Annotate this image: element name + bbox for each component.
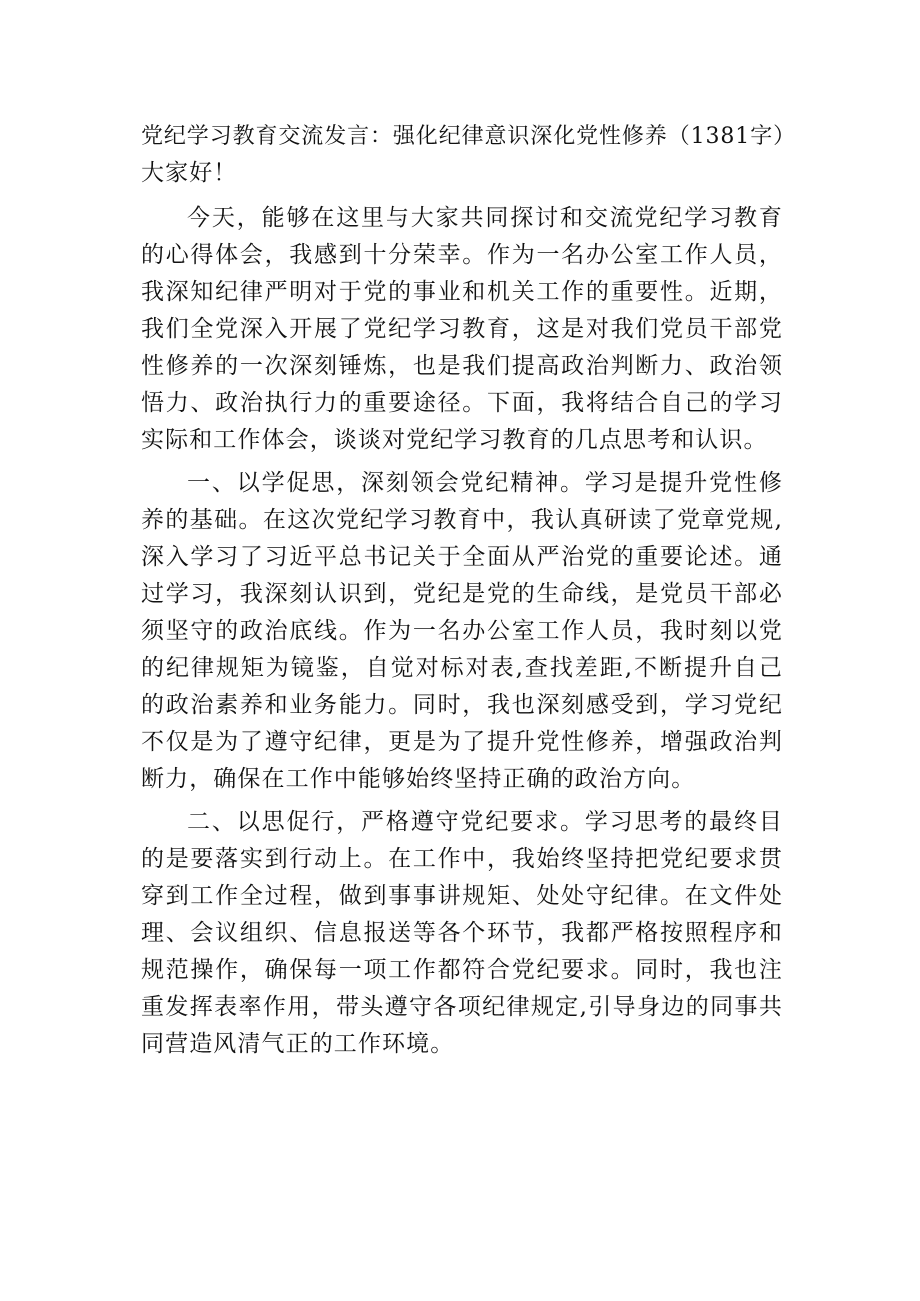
- document-title: 党纪学习教育交流发言：强化纪律意识深化党性修养（1381字）: [141, 124, 796, 149]
- paragraph-intro: 今天，能够在这里与大家共同探讨和交流党纪学习教育的心得体会，我感到十分荣幸。作为一名办公室工作人员，我深知纪律严明对于党的事业和机关工作的重要性。近期，我们全党深入开展了党纪学习教育，这是对我们党员干部党性修养的一次深刻锤炼，也是我们提高政治判断力、政治领悟力、政治执行力的重要途径。下面，我将结合自己的学习实际和工作体会，谈谈对党纪学习教育的几点思考和认识。: [141, 205, 783, 453]
- paragraph-section-one: 一、以学促思，深刻领会党纪精神。学习是提升党性修养的基础。在这次党纪学习教育中，我认真研读了党章党规,深入学习了习近平总书记关于全面从严治党的重要论述。通过学习，我深刻认识到，党纪是党的生命线，是党员干部必须坚守的政治底线。作为一名办公室工作人员，我时刻以党的纪律规矩为镜鉴，自觉对标对表,查找差距,不断提升自己的政治素养和业务能力。同时，我也深刻感受到，学习党纪不仅是为了遵守纪律，更是为了提升党性修养，增强政治判断力，确保在工作中能够始终坚持正确的政治方向。: [141, 470, 783, 792]
- greeting: 大家好！: [141, 160, 238, 186]
- document-page: [141, 118, 796, 1069]
- paragraph-section-two: 二、以思促行，严格遵守党纪要求。学习思考的最终目的是要落实到行动上。在工作中，我始终坚持把党纪要求贯穿到工作全过程，做到事事讲规矩、处处守纪律。在文件处理、会议组织、信息报送等各个环节，我都严格按照程序和规范操作，确保每一项工作都符合党纪要求。同时，我也注重发挥表率作用，带头遵守各项纪律规定,引导身边的同事共同营造风清气正的工作环境。: [141, 809, 783, 1057]
